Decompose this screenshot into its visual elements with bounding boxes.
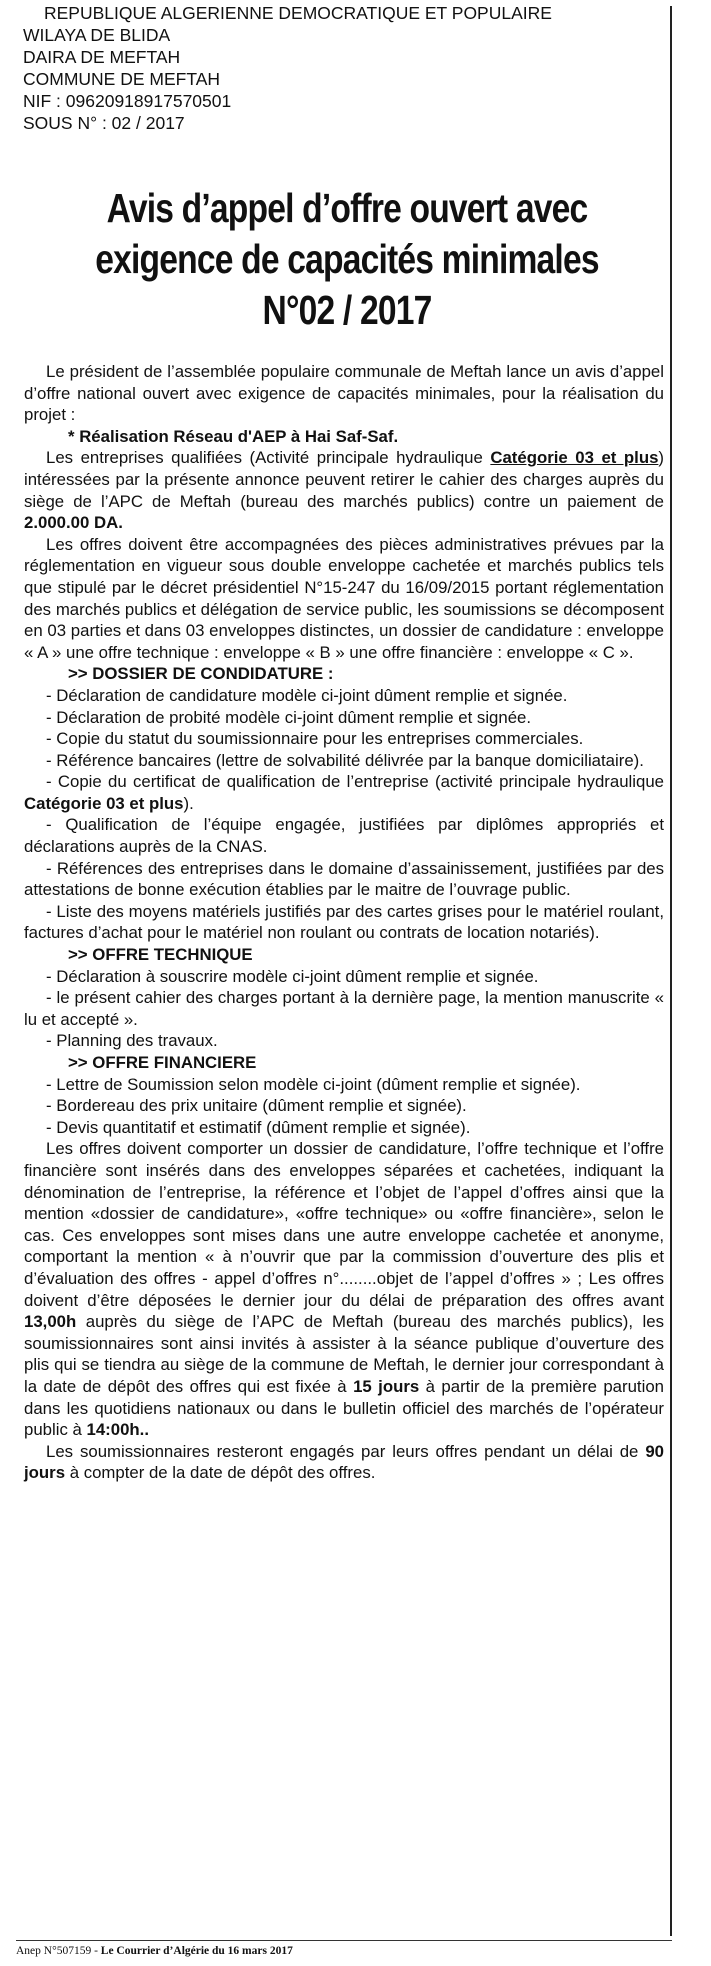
deposit-deadline-time: 13,00h xyxy=(24,1312,77,1332)
dossier-item-category: Catégorie 03 et plus xyxy=(24,793,184,813)
title-line-3: N°02 / 2017 xyxy=(262,287,432,333)
dossier-item: - Liste des moyens matériels justifiés par des cartes grises pour le matériel roulant, factures d’achat pour le matériel non roulant ou contrats de location notariés). xyxy=(24,901,664,943)
qualification-text: Les entreprises qualifiées (Activité principale hydraulique xyxy=(46,448,491,468)
dossier-item xyxy=(24,771,664,814)
notice-title xyxy=(82,183,612,336)
financiere-item: - Devis quantitatif et estimatif (dûment remplie et signée). xyxy=(46,1117,471,1137)
newspaper-source: Le Courrier d’Algérie du 16 mars 2017 xyxy=(100,1945,293,1957)
dossier-item-text: - Copie du certificat de qualification de l’entreprise (activité principale hydraulique xyxy=(46,772,664,792)
final-text-2: à compter de la date de dépôt des offres. xyxy=(65,1463,376,1483)
technique-item: - Planning des travaux. xyxy=(46,1031,218,1051)
dossier-item: - Référence bancaires (lettre de solvabilité délivrée par la banque domiciliataire). xyxy=(46,750,644,770)
final-paragraph xyxy=(24,1441,664,1484)
dossier-item-end: ). xyxy=(183,793,194,813)
closing-text-3: à partir de la première parution dans les quotidiens nationaux ou dans le bulletin officiel des marchés de l’opérateur public à xyxy=(24,1376,664,1440)
dossier-item: - Références des entreprises dans le domaine d’assainissement, justifiées par des attestations de bonne exécution établies par le maitre de l’ouvrage public. xyxy=(24,858,664,900)
qualification-text-2: ) intéressées par la présente annonce peuvent retirer le cahier des charges auprès du siège de l’APC de Meftah (bureau des marchés publics) contre un paiement de xyxy=(24,448,664,511)
intro-paragraph: Le président de l’assemblée populaire communale de Meftah lance un avis d’appel d’offre national ouvert avec exigence de capacités minimales, pour la réalisation du projet : xyxy=(24,362,664,425)
final-text: Les soumissionnaires resteront engagés par leurs offres pendant un délai de xyxy=(46,1441,646,1461)
technique-item: - le présent cahier des charges portant à la dernière page, la mention manuscrite « lu et accepté ». xyxy=(24,988,664,1029)
section-offre-financiere: >> OFFRE FINANCIERE xyxy=(68,1053,257,1072)
financiere-item: - Lettre de Soumission selon modèle ci-joint (dûment remplie et signée). xyxy=(46,1074,581,1094)
section-dossier-candidature: >> DOSSIER DE CONDIDATURE : xyxy=(68,664,334,684)
header-republic: REPUBLIQUE ALGERIENNE DEMOCRATIQUE ET POPULAIRE xyxy=(44,3,552,23)
anep-reference: Anep N°507159 - xyxy=(16,1945,101,1957)
header-daira: DAIRA DE MEFTAH xyxy=(23,47,181,67)
financiere-item: - Bordereau des prix unitaire (dûment remplie et signée). xyxy=(46,1096,467,1116)
dossier-item: - Déclaration de candidature modèle ci-joint dûment remplie et signée. xyxy=(46,685,568,705)
section-offre-technique: >> OFFRE TECHNIQUE xyxy=(68,945,253,965)
notice-body xyxy=(24,361,664,1484)
closing-paragraph xyxy=(24,1138,664,1440)
dossier-item: - Copie du statut du soumissionnaire pour les entreprises commerciales. xyxy=(46,729,584,749)
technique-item: - Déclaration à souscrire modèle ci-joint dûment remplie et signée. xyxy=(46,966,539,986)
dossier-item: - Déclaration de probité modèle ci-joint dûment remplie et signée. xyxy=(46,707,532,727)
title-line-1: Avis d’appel d’offre ouvert avec xyxy=(106,185,588,231)
project-line: * Réalisation Réseau d'AEP à Hai Saf-Saf. xyxy=(68,426,399,446)
offers-paragraph: Les offres doivent être accompagnées des pièces administratives prévues par la réglementation en vigueur sous double enveloppe cachetée et marchés publics tels que stipulé par le décret présidentiel N°15-247 du 16/09/2015 portant réglementation des marchés publics et délégation de service public, les soumissions se décomposent en 03 parties et dans 03 enveloppes distinctes, un dossier de candidature : enveloppe « A » une offre technique : enveloppe « B » une offre financière : enveloppe « C ». xyxy=(24,534,664,662)
deposit-days: 15 jours xyxy=(353,1376,420,1396)
dossier-item: - Qualification de l’équipe engagée, justifiées par diplômes appropriés et déclarations auprès de la CNAS. xyxy=(24,815,664,857)
validity-days: 90 jours xyxy=(24,1441,664,1483)
qualification-paragraph xyxy=(24,447,664,533)
opening-time: 14:00h.. xyxy=(86,1420,150,1440)
closing-text: Les offres doivent comporter un dossier de candidature, l’offre technique et l’offre financière sont insérés dans des enveloppes séparées et cachetées, indiquant la dénomination de l’entreprise, la référence et l’objet de l’appel d’offres ainsi que la mention «dossier de candidature», «offre technique» ou «offre financière», selon le cas. Ces enveloppes sont mises dans une autre enveloppe cachetée et anonyme, comportant la mention « à n’ouvrir que par la commission d’ouverture des plis et d’évaluation des offres - appel d’offres n°........objet de l’appel d’offres » ; Les offres doivent d’être déposées le dernier jour du délai de préparation des offres avant xyxy=(24,1139,664,1310)
qualification-category: Catégorie 03 et plus xyxy=(490,448,659,468)
header-sous-number: SOUS N° : 02 / 2017 xyxy=(23,113,185,133)
qualification-price: 2.000.00 DA. xyxy=(24,513,123,533)
header-wilaya: WILAYA DE BLIDA xyxy=(23,25,171,45)
closing-text-2: auprès du siège de l’APC de Meftah (bureau des marchés publics), les soumissionnaires sont ainsi invités à assister à la séance publique d’ouverture des plis qui se tiendra au siège de la commune de Meftah, le dernier jour correspondant à la date de dépôt des offres qui est fixée à xyxy=(24,1312,664,1396)
title-line-2: exigence de capacités minimales xyxy=(95,236,599,282)
publication-footer xyxy=(16,1940,672,1958)
header-commune: COMMUNE DE MEFTAH xyxy=(23,69,221,89)
header-nif: NIF : 09620918917570501 xyxy=(23,91,232,111)
